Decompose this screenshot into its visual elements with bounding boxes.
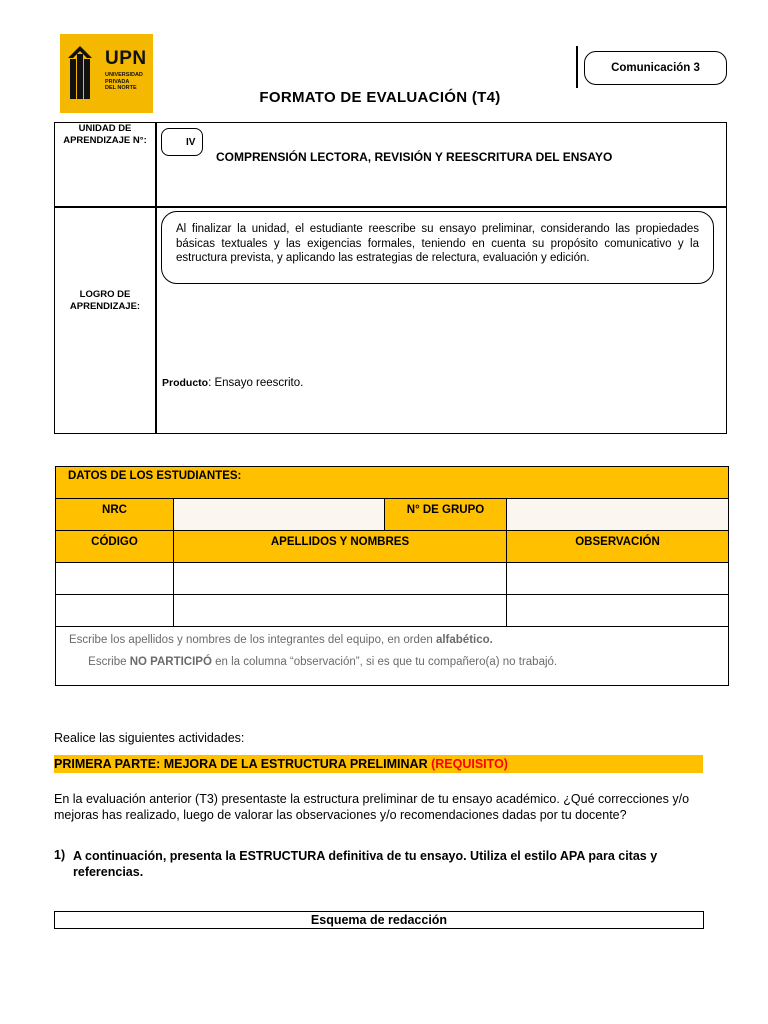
names-cell[interactable] — [174, 595, 507, 627]
instruction-paragraph: En la evaluación anterior (T3) presentaste la estructura preliminar de tu ensayo académico. ¿Qué correcciones y/o mejoras has realizado, luego de valorar las observaciones y/o recomendaciones dadas por tu docente? — [54, 792, 690, 822]
table-divider — [155, 122, 157, 434]
course-badge: Comunicación 3 — [584, 51, 727, 85]
col-header-observation: OBSERVACIÓN — [507, 531, 729, 563]
product-line: Producto: Ensayo reescrito. — [162, 377, 304, 389]
nrc-field[interactable] — [174, 499, 385, 531]
students-title: DATOS DE LOS ESTUDIANTES: — [56, 467, 729, 499]
note-2: Escribe NO PARTICIPÓ en la columna “observación”, si es que tu compañero(a) no trabajó. — [88, 656, 558, 668]
code-cell[interactable] — [56, 563, 174, 595]
unit-title: COMPRENSIÓN LECTORA, REVISIÓN Y REESCRITURA DEL ENSAYO — [216, 150, 613, 164]
header-divider — [576, 46, 578, 88]
observation-cell[interactable] — [507, 595, 729, 627]
unit-number: IV — [161, 128, 203, 156]
item-text: A continuación, presenta la ESTRUCTURA definitiva de tu ensayo. Utiliza el estilo APA para citas y referencias. — [73, 849, 658, 879]
page-title: FORMATO DE EVALUACIÓN (T4) — [259, 89, 501, 106]
code-cell[interactable] — [56, 595, 174, 627]
table-divider — [54, 206, 727, 208]
group-label: N° DE GRUPO — [385, 499, 507, 531]
esquema-header: Esquema de redacción — [54, 911, 704, 929]
item-number: 1) — [54, 848, 66, 862]
col-header-names: APELLIDOS Y NOMBRES — [174, 531, 507, 563]
group-field[interactable] — [507, 499, 729, 531]
instructions-cell — [56, 627, 729, 686]
students-table — [55, 466, 729, 686]
unit-label: UNIDAD DE APRENDIZAJE N°: — [63, 123, 147, 146]
activities-intro: Realice las siguientes actividades: — [54, 731, 245, 745]
nrc-label: NRC — [56, 499, 174, 531]
logo-brand: UPN — [105, 48, 147, 69]
names-cell[interactable] — [174, 563, 507, 595]
note-1: Escribe los apellidos y nombres de los integrantes del equipo, en orden alfabético. — [69, 634, 493, 646]
col-header-code: CÓDIGO — [56, 531, 174, 563]
requisito-label: (REQUISITO) — [431, 757, 508, 771]
logro-label: LOGRO DE APRENDIZAJE: — [69, 289, 141, 312]
logo-subtitle: UNIVERSIDAD PRIVADA DEL NORTE — [105, 72, 143, 91]
observation-cell[interactable] — [507, 563, 729, 595]
logro-text: Al finalizar la unidad, el estudiante reescribe su ensayo preliminar, considerando las propiedades básicas textuales y las exigencias formales, teniendo en cuenta su propósito comunicativo y la estructura prevista, y aplicando las estrategias de relectura, evaluación y edición. — [161, 211, 714, 284]
part1-title: PRIMERA PARTE: MEJORA DE LA ESTRUCTURA PRELIMINAR (REQUISITO) — [54, 757, 508, 771]
